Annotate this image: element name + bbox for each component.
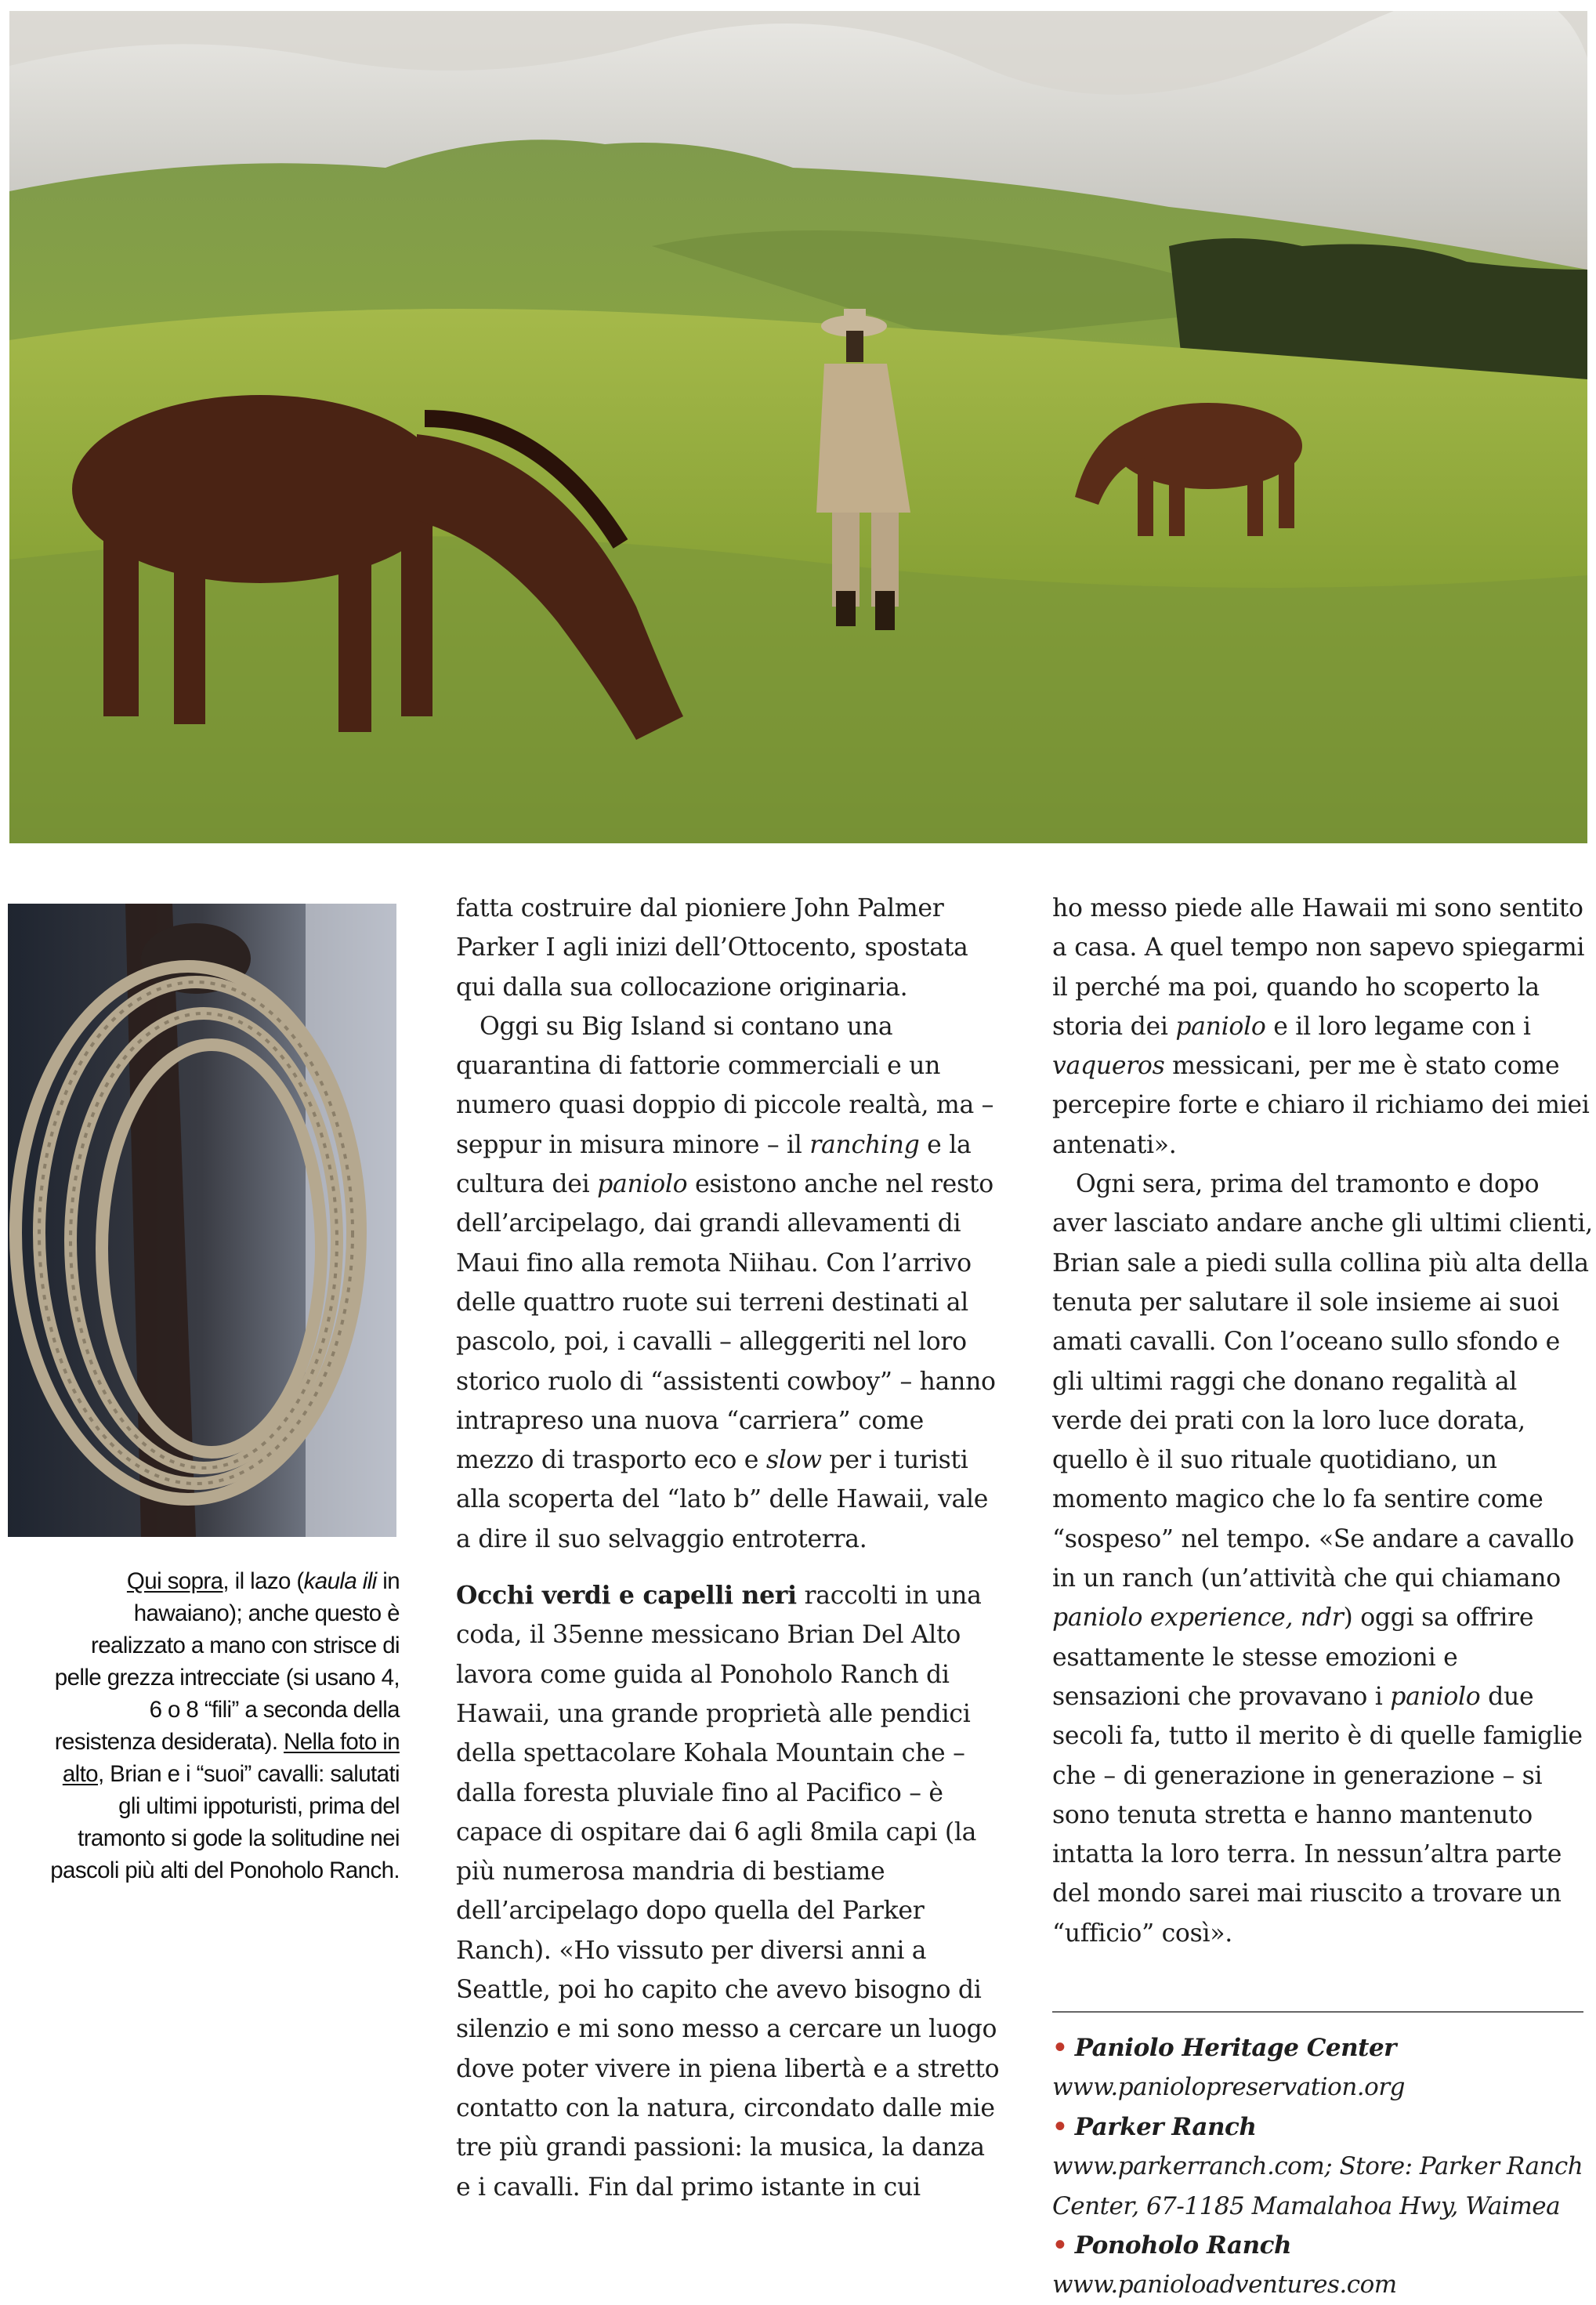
bullet-icon: •: [1052, 2231, 1068, 2260]
col1-paragraph-2: Oggi su Big Island si contano una quarantina di fattorie commerciali e un numero quasi doppio di piccole realtà, ma – seppur in misura minore – il ranching e la cultura dei paniolo esistono anche nel resto dell’arcipelago, dai grandi allevamenti di Maui fino alla remota Niihau. Con l’arrivo delle quattro ruote sui terreni destinati al pascolo, poi, i cavalli – alleggeriti nel loro storico ruolo di “assistenti cowboy” – hanno intrapreso una nuova “carriera” come mezzo di trasporto eco e slow per i turisti alla scoperta del “lato b” delle Hawaii, vale a dire il suo selvaggio entroterra.: [456, 1012, 996, 1553]
bullet-icon: •: [1052, 2112, 1068, 2141]
bullet-icon: •: [1052, 2034, 1068, 2062]
col1-paragraph-3: Occhi verdi e capelli neri raccolti in una coda, il 35enne messicano Brian Del Alto lavora come guida al Ponoholo Ranch di Hawaii, una grande proprietà alle pendici della spettacolare Kohala Mountain che – dalla foresta pluviale fino al Pacifico – è capace di ospitare dai 6 agli 8mila capi (la più numerosa mandria di bestiame dell’arcipelago dopo quella del Parker Ranch). «Ho vissuto per diversi anni a Seattle, poi ho capito che avevo bisogno di silenzio e mi sono messo a cercare un luogo dove poter vivere in piena libertà e a stretto contatto con la natura, circondato dalle mie tre più grandi passioni: la musica, la danza e i cavalli. Fin dal primo istante in cui: [456, 1581, 1000, 2202]
hero-photo: [9, 11, 1587, 843]
info-item-heading: • Parker Ranch: [1052, 2112, 1257, 2141]
info-divider: [1052, 2011, 1583, 2013]
col1-paragraph-1: fatta costruire dal pioniere John Palmer Parker I agli inizi dell’Ottocento, spostata qui dalla sua collocazione originaria.: [456, 894, 968, 1002]
caption-ref-top-photo: Nella foto in alto: [62, 1729, 400, 1787]
lasso-photo: [8, 904, 396, 1537]
section-lead: Occhi verdi e capelli neri: [456, 1581, 797, 1611]
article-column-1: [456, 889, 1004, 2207]
info-item-detail[interactable]: www.parkerranch.com; Store: Parker Ranch Center, 67-1185 Mamalahoa Hwy, Waimea: [1052, 2152, 1583, 2220]
caption-ref-above: Qui sopra: [126, 1568, 223, 1594]
photo-caption: Qui sopra, il lazo (kaula ili in hawaiano); anche questo è realizzato a mano con strisce di pelle grezza intrecciate (si usano 4, 6 o 8 “fili” a seconda della resistenza desiderata). Nella foto in alto, Brian e i “suoi” cavalli: salutati gli ultimi ippoturisti, prima del tramonto si gode la solitudine nei pascoli più alti del Ponoholo Ranch.: [50, 1568, 400, 1883]
info-item-heading: • Paniolo Heritage Center: [1052, 2034, 1397, 2062]
article-column-2: [1052, 889, 1593, 1953]
info-box: [1052, 2028, 1593, 2305]
info-item-detail[interactable]: www.paniolopreservation.org: [1052, 2073, 1405, 2102]
col2-paragraph-1: ho messo piede alle Hawaii mi sono sentito a casa. A quel tempo non sapevo spiegarmi il perché ma poi, quando ho scoperto la storia dei paniolo e il loro legame con i vaqueros messicani, per me è stato come percepire forte e chiaro il richiamo dei miei antenati».: [1052, 894, 1590, 1159]
caption-kaula-ili: kaula ili: [303, 1568, 377, 1594]
col2-paragraph-2: Ogni sera, prima del tramonto e dopo aver lasciato andare anche gli ultimi clienti, Brian sale a piedi sulla collina più alta della tenuta per salutare il sole insieme ai suoi amati cavalli. Con l’oceano sullo sfondo e gli ultimi raggi che donano regalità al verde dei prati con la loro luce dorata, quello è il suo rituale quotidiano, un momento magico che lo fa sentire come “sospeso” nel tempo. «Se andare a cavallo in un ranch (un’attività che qui chiamano paniolo experience, ndr) oggi sa offrire esattamente le stesse emozioni e sensazioni che provavano i paniolo due secoli fa, tutto il merito è di quelle famiglie che – di generazione in generazione – si sono tenuta stretta e hanno mantenuto intatta la loro terra. In nessun’altra parte del mondo sarei mai riuscito a trovare un “ufficio” così».: [1052, 1170, 1593, 1948]
info-item-heading: • Ponoholo Ranch: [1052, 2231, 1292, 2260]
info-item-detail[interactable]: www.panioloadventures.com: [1052, 2271, 1397, 2300]
